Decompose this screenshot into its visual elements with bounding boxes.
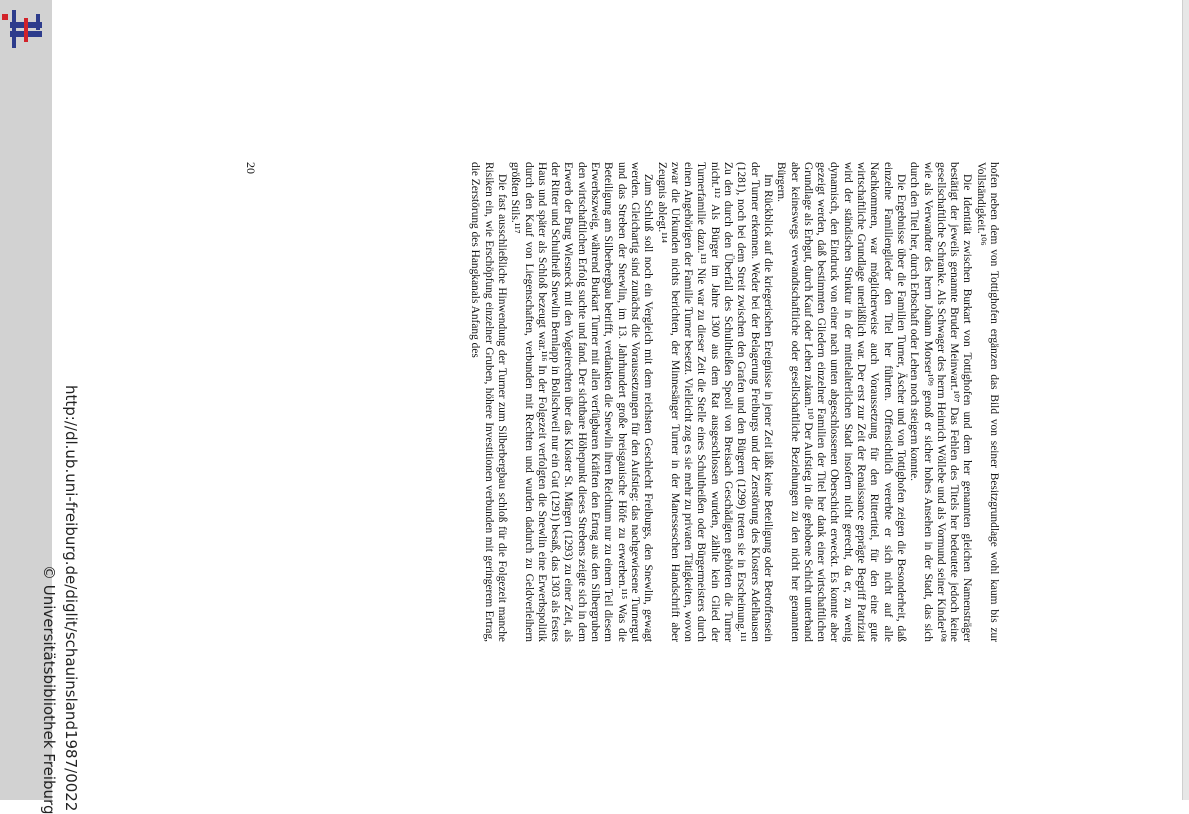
copyright-notice: © Universitätsbibliothek Freiburg: [40, 565, 58, 814]
paragraph: Die fast ausschließliche Hinwendung der Turner zum Silberbergbau schloß für die Folgezeit manche Risiken ein, wie Erschöpfung einzelner Gruben, höhere Investitionen verbunden mit geringerem Ertrag, die Zerstörung des Hangkanals Anfang des: [469, 162, 509, 642]
paragraph: Im Rückblick auf die kriegerischen Ereignisse in jener Zeit läßt keine Beteiligung oder Betroffensein der Turner erkennen. Weder bei der Belagerung Freiburgs und der Zerstörung des Klosters Adelhausen (1281), noch bei dem Streit zwischen den Grafen und den Bürgern (1299) treten sie in Erscheinung.¹¹¹ Zu den durch den Überfall des Schultheißen Speoli von Breisach Geschädigten gehörten die Turner nicht.¹¹² Als Bürger im Jahre 1300 aus dem Rat ausgeschlossen wurden, zählte kein Glied der Turnerfamilie dazu.¹¹³ Nie war zu dieser Zeit die Stelle eines Schultheißen oder Bürgermeisters durch einen Angehörigen der Familie Turner besetzt. Vielleicht zog es sie mehr zu privaten Tätigkeiten, wovon zwar die Urkunden nichts berichten, der Minnesänger Turner in der Manesseschen Handschrift aber Zeugnis ablegt.¹¹⁴: [655, 162, 774, 642]
page-text-block: [260, 162, 1000, 642]
sidebar-strip: [0, 0, 80, 814]
page-number: 20: [244, 162, 258, 174]
paragraph: Die Ergebnisse über die Familien Turner, Äscher und von Tottighofen zeigen die Besonderheit, daß einzelne Familienglieder den Titel her führten. Offensichtlich vererbte er sich nicht auf alle Nachkommen, war möglicherweise auch Voraussetzung für den Rittertitel, für den eine gute wirtschaftliche Grundlage unerläßlich war. Der erst zur Zeit der Renaissance geprägte Begriff Patriziat wird der ständischen Struktur in der mittelalterlichen Stadt insofern nicht gerecht, da er, zu wenig dynamisch, den Eindruck von einer nach unten abgeschlossenen Oberschicht erweckt. Es konnte aber gezeigt werden, daß bestimmten Gliedern einzelner Familien der Titel her dank einer wirtschaftlichen Grundlage als Erbgut, durch Kauf oder Lehen zukam.¹¹⁰ Der Aufstieg in die gehobene Schicht unterband aber keineswegs verwandtschaftliche oder gesellschaftliche Beziehungen zu den nicht her genannten Bürgern.: [775, 162, 907, 642]
paragraph: Die Identität zwischen Burkart von Tottighofen und dem her genannten gleichen Namensträger bestätigt der jeweils genannte Bruder Meinwart.¹⁰⁷ Das Fehlen des Titels her bedeutete jedoch keine gesellschaftliche Schranke. Als Schwager des herrn Heinrich Wöllebe und als Vormund seiner Kinder¹⁰⁸ wie als Verwandter des herrn Johann Morser¹⁰⁹ genoß er sicher hohes Ansehen in der Stadt, das sich durch den Titel her, durch Erbschaft oder Lehen noch steigern konnte.: [908, 162, 974, 642]
paragraph: hofen neben dem von Tottighofen ergänzen das Bild von seiner Besitzgrundlage wohl kaum bis zur Vollständigkeit.¹⁰⁶: [974, 162, 1000, 642]
paragraph: Zum Schluß soll noch ein Vergleich mit dem reichsten Geschlecht Freiburgs, den Snewlin, gewagt werden. Gleichartig sind zunächst die Voraussetzungen für den Aufstieg: das nachgewiesene Turnergut und das Streben der Snewlin, im 13. Jahrhundert große breisgauische Höfe zu erwerben.¹¹⁵ Was die Beteiligung am Silberbergbau betrifft, verdankten die Snewlin ihren Reichtum nur zu einem Teil diesem Erwerbszweig, während Burkart Turner mit allen verfügbaren Kräften den Ertrag aus den Silbergruben den wirtschaftlichen Erfolg suchte und fand. Der sichtbare Höhepunkt dieses Strebens zeigte sich in dem Erwerb der Burg Wiesneck mit den Vogteirechten über das Kloster St. Märgen (1293) zu einer Zeit, als der Ritter und Schultheiß Snewlin Bernlapp in Bollschweil nur ein Gut (1291) besaß, das 1303 als festes Haus und später als Schloß bezeugt war.¹¹⁶ In der Folgezeit verfolgten die Snewlin eine Erwerbspolitik durch den Kauf von Liegenschaften, verbunden mit Rechten und wurden dadurch zu Geldverleihern größten Stils.¹¹⁷: [509, 162, 655, 642]
scrollbar[interactable]: [1183, 0, 1189, 800]
document-url[interactable]: http://dl.ub.uni-freiburg.de/diglit/schauinsland1987/0022: [62, 385, 80, 812]
library-logo-icon: [2, 10, 44, 50]
